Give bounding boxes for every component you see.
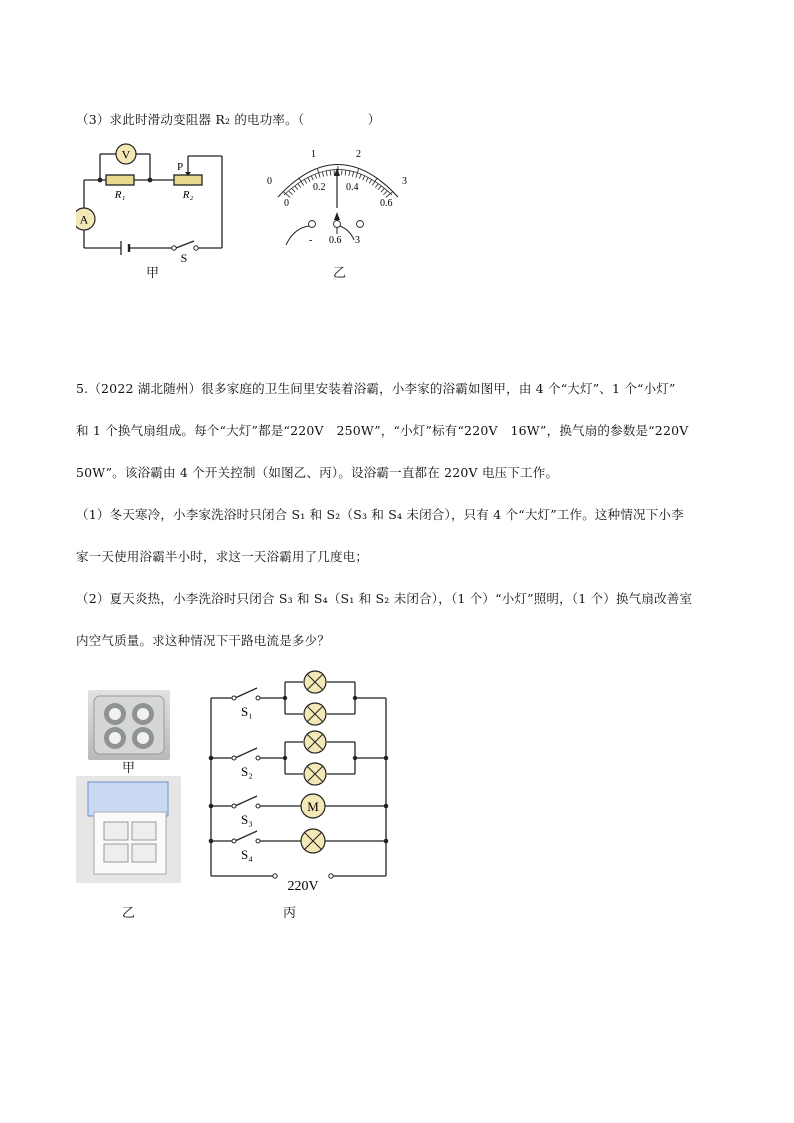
meter-tick xyxy=(304,179,307,183)
switch-s1-label: S₁ xyxy=(241,704,253,719)
meter-tick xyxy=(289,191,293,194)
ammeter-dial xyxy=(258,142,418,252)
problem5-part-1-line-2: 家一天使用浴霸半小时，求这一天浴霸用了几度电； xyxy=(76,549,369,564)
motor-label: M xyxy=(307,799,319,814)
figure-caption-jia-photo: 甲 xyxy=(122,761,136,776)
meter-tick xyxy=(298,183,301,187)
switch-s2-label: S₂ xyxy=(241,764,253,779)
meter-tick xyxy=(315,174,317,179)
meter-tick xyxy=(326,171,327,176)
meter-tick xyxy=(381,189,384,193)
switch-s4-label: S₄ xyxy=(241,847,253,862)
bath-heater-photo xyxy=(88,690,170,760)
problem5-part-1-line-1: （1）冬天寒冷，小李家洗浴时只闭合 S₁ 和 S₂（S₃ 和 S₄ 未闭合），只有 4 个“大灯”工作。这种情况下小李 xyxy=(76,507,684,522)
problem5-line-1: 5.（2022 湖北随州）很多家庭的卫生间里安装着浴霸，小李家的浴霸如图甲，由 4 个“大灯”、1 个“小灯” xyxy=(76,381,676,396)
figure-caption-yi-photo: 乙 xyxy=(122,906,136,921)
meter-tick xyxy=(369,179,372,183)
meter-tick xyxy=(359,174,361,179)
meter-tick xyxy=(352,172,353,177)
meter-tick xyxy=(308,177,310,181)
meter-tick xyxy=(330,170,331,175)
meter-tick xyxy=(383,191,387,194)
r2-label: R₂ xyxy=(182,189,194,201)
question-3-text: （3）求此时滑动变阻器 R₂ 的电功率。（ ） xyxy=(76,112,381,127)
switch-label: S xyxy=(180,251,188,265)
figure-caption-bing: 丙 xyxy=(283,906,297,921)
problem5-part-2-line-2: 内空气质量。求这种情况下干路电流是多少？ xyxy=(76,633,331,648)
bottom-scale-06: 0.6 xyxy=(380,198,393,209)
bottom-scale-04: 0.4 xyxy=(346,182,359,193)
meter-tick xyxy=(345,170,346,175)
meter-tick xyxy=(366,177,368,181)
top-scale-3: 3 xyxy=(402,176,407,187)
figure-caption-yi-meter: 乙 xyxy=(333,266,347,281)
voltmeter-label: V xyxy=(121,147,131,162)
meter-tick xyxy=(311,176,313,181)
big-lamp-icon xyxy=(304,671,326,785)
top-scale-0: 0 xyxy=(267,176,272,187)
terminal-neg: - xyxy=(309,235,313,246)
meter-tick xyxy=(295,186,298,190)
meter-tick xyxy=(349,171,350,176)
ammeter-label: A xyxy=(79,212,89,227)
terminal-3: 3 xyxy=(355,235,360,246)
problem5-line-2: 和 1 个换气扇组成。每个“大灯”都是“220V 250W”，“小灯”标有“220V 16W”，换气扇的参数是“220V xyxy=(76,423,689,438)
small-lamp-icon xyxy=(301,829,325,853)
meter-tick xyxy=(378,186,381,190)
bottom-scale-02: 0.2 xyxy=(313,182,326,193)
figure-caption-jia: 甲 xyxy=(146,266,160,281)
problem5-part-2-line-1: （2）夏天炎热，小李洗浴时只闭合 S₃ 和 S₄（S₁ 和 S₂ 未闭合），（1 个）“小灯”照明，（1 个）换气扇改善室 xyxy=(76,591,693,606)
circuit-diagram-bing xyxy=(205,668,395,893)
top-scale-2: 2 xyxy=(356,149,361,160)
slider-label: P xyxy=(177,161,184,173)
problem5-line-3: 50W”。该浴霸由 4 个开关控制（如图乙、丙）。设浴霸一直都在 220V 电压下工作。 xyxy=(76,465,559,480)
meter-tick xyxy=(363,176,365,181)
circuit-diagram-jia xyxy=(76,138,236,273)
top-scale-1: 1 xyxy=(311,149,316,160)
switch-panel-photo xyxy=(76,776,181,883)
bottom-scale-0: 0 xyxy=(284,198,289,209)
source-voltage-label: 220V xyxy=(287,879,319,893)
r1-label: R₁ xyxy=(114,189,126,201)
meter-tick xyxy=(322,172,323,177)
meter-tick xyxy=(375,183,378,187)
switch-s3-label: S₃ xyxy=(241,812,253,827)
meter-tick xyxy=(292,189,295,193)
terminal-06: 0.6 xyxy=(329,235,342,246)
